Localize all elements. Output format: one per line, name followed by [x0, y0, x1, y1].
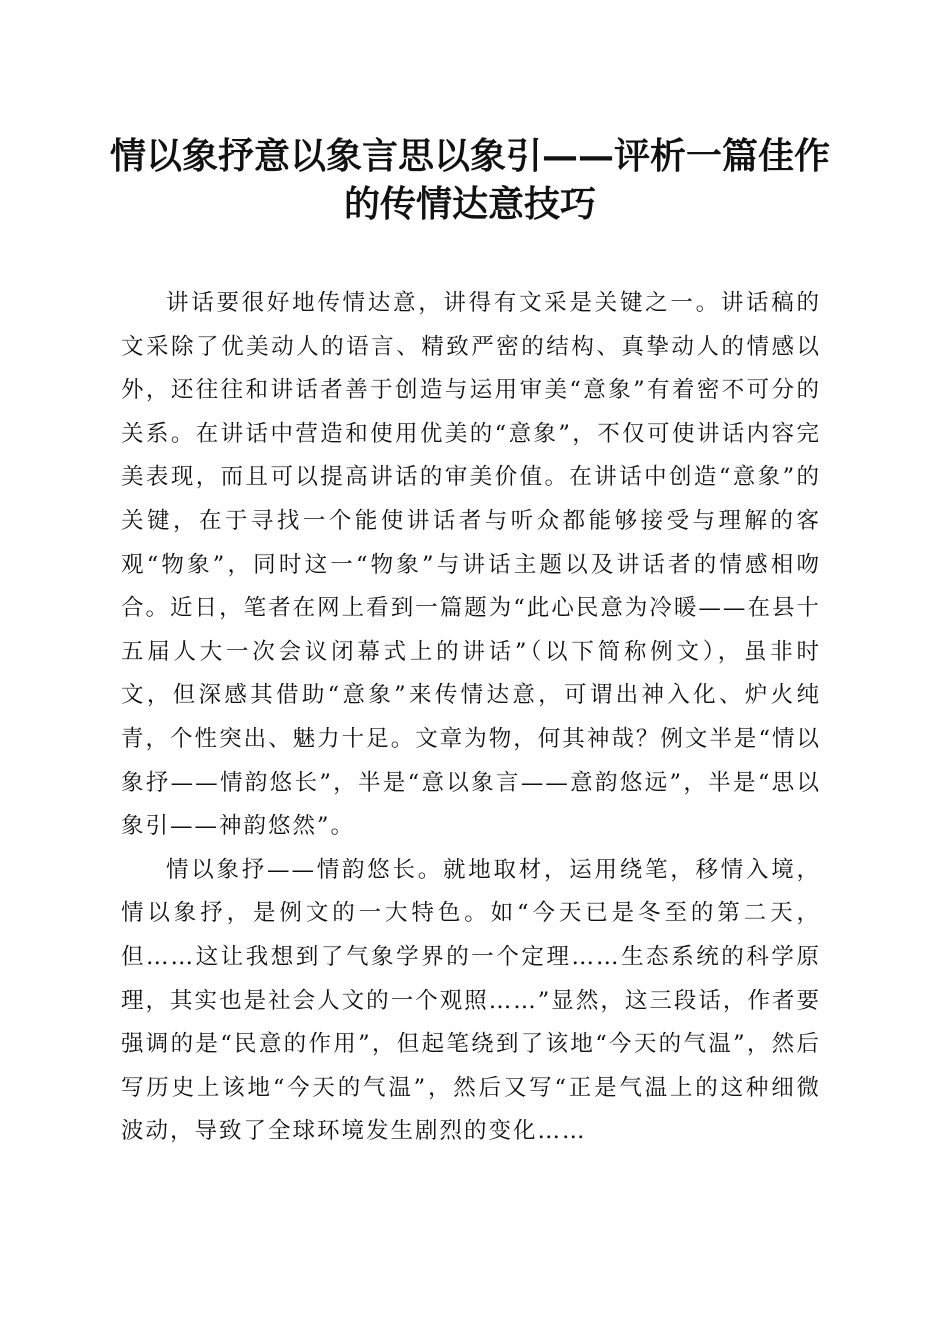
document-body	[121, 282, 821, 1154]
paragraph-2: 情以象抒——情韵悠长。就地取材，运用绕笔，移情入境，情以象抒，是例文的一大特色。如“今天已是冬至的第二天，但……这让我想到了气象学界的一个定理……生态系统的科学原理，其实也是社会人文的一个观照……”显然，这三段话，作者要强调的是“民意的作用”，但起笔绕到了该地“今天的气温”，然后写历史上该地“今天的气温”，然后又写“正是气温上的这种细微波动，导致了全球环境发生剧烈的变化……	[121, 856, 821, 1145]
paragraph-1: 讲话要很好地传情达意，讲得有文采是关键之一。讲话稿的文采除了优美动人的语言、精致严密的结构、真挚动人的情感以外，还往往和讲话者善于创造与运用审美“意象”有着密不可分的关系。在讲话中营造和使用优美的“意象”，不仅可使讲话内容完美表现，而且可以提高讲话的审美价值。在讲话中创造“意象”的关键，在于寻找一个能使讲话者与听众都能够接受与理解的客观“物象”，同时这一“物象”与讲话主题以及讲话者的情感相吻合。近日，笔者在网上看到一篇题为“此心民意为冷暖——在县十五届人大一次会议闭幕式上的讲话”（以下简称例文），虽非时文，但深感其借助“意象”来传情达意，可谓出神入化、炉火纯青，个性突出、魅力十足。文章为物，何其神哉？例文半是“情以象抒——情韵悠长”，半是“意以象言——意韵悠远”，半是“思以象引——神韵悠然”。	[121, 290, 821, 840]
document-title: 情以象抒意以象言思以象引——评析一篇佳作的传情达意技巧	[109, 135, 830, 225]
